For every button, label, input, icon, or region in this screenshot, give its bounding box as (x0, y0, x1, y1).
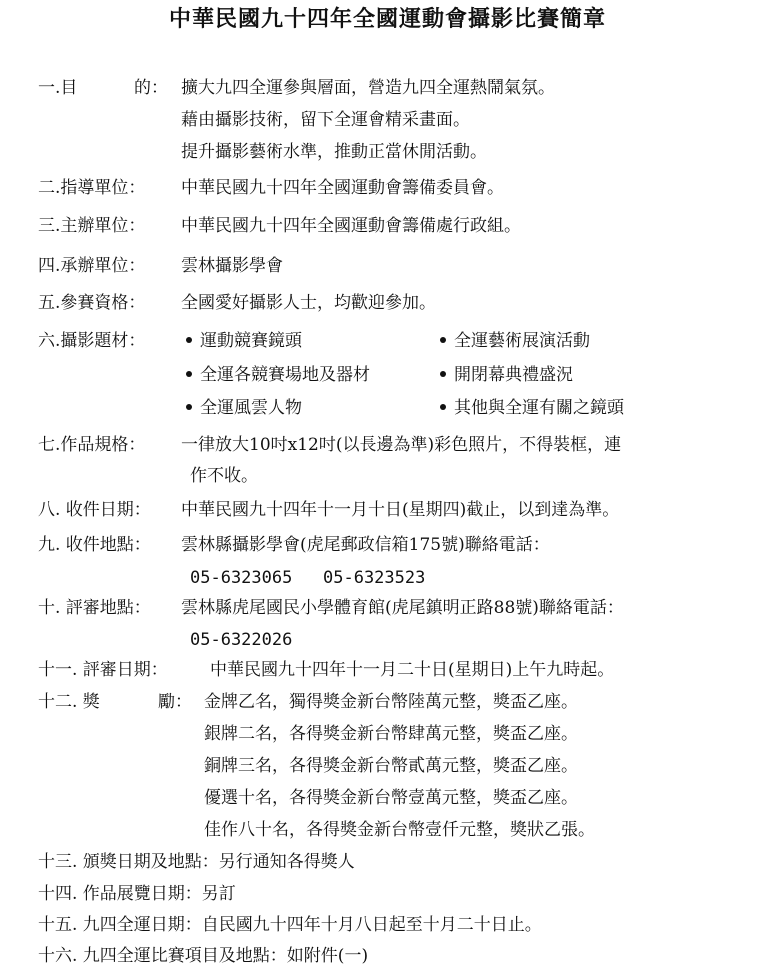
bullet-dot-icon (440, 404, 446, 410)
judging-date-label: 十一. 評審日期： (38, 660, 168, 680)
award-line: 金牌乙名，獨得獎金新台幣陸萬元整，獎盃乙座。 (204, 692, 578, 712)
exhibition-text: 十四. 作品展覽日期：另訂 (38, 884, 236, 904)
games-date-text: 十五. 九四全運日期：自民國九十四年十月八日起至十月二十日止。 (38, 915, 542, 935)
subjects-label: 六.攝影題材： (38, 331, 146, 351)
purpose-line-3: 提升攝影藝術水準，推動正當休閒活動。 (181, 142, 487, 162)
events-text: 十六. 九四全運比賽項目及地點：如附件(一) (38, 946, 369, 966)
address-label: 九. 收件地點： (38, 535, 151, 555)
bullet-dot-icon (440, 371, 446, 377)
spec-line-2: 作不收。 (190, 466, 258, 486)
subject-item: 開閉幕典禮盛況 (440, 363, 573, 387)
eligibility-label: 五.參賽資格： (38, 293, 146, 313)
judging-place-phone: 05-6322026 (190, 630, 293, 650)
award-line: 銅牌三名，各得獎金新台幣貳萬元整，獎盃乙座。 (204, 756, 578, 776)
purpose-line-1: 擴大九四全運參與層面，營造九四全運熱鬧氣氛。 (181, 78, 555, 98)
subject-item: 運動競賽鏡頭 (186, 329, 302, 353)
bullet-dot-icon (440, 337, 446, 343)
deadline-value: 中華民國九十四年十一月十日(星期四)截止，以到達為準。 (181, 500, 620, 520)
awards-label-a: 十二. 獎 (38, 692, 100, 712)
address-phone-2: 05-6323523 (323, 568, 426, 588)
awards-label-b: 勵： (158, 692, 192, 712)
host-label: 三.主辦單位： (38, 216, 146, 236)
guide-value: 中華民國九十四年全國運動會籌備委員會。 (181, 178, 504, 198)
award-line: 優選十名，各得獎金新台幣壹萬元整，獎盃乙座。 (204, 788, 578, 808)
purpose-line-2: 藉由攝影技術，留下全運會精采畫面。 (181, 110, 470, 130)
spec-line-1: 一律放大10吋x12吋(以長邊為準)彩色照片，不得裝框，連 (181, 435, 622, 455)
address-phone-1: 05-6323065 (190, 568, 293, 588)
judging-date-value: 中華民國九十四年十一月二十日(星期日)上午九時起。 (210, 660, 615, 680)
host-value: 中華民國九十四年全國運動會籌備處行政組。 (181, 216, 521, 236)
subject-item: 全運各競賽場地及器材 (186, 363, 370, 387)
bullet-dot-icon (186, 337, 192, 343)
judging-place-value: 雲林縣虎尾國民小學體育館(虎尾鎮明正路88號)聯絡電話： (181, 598, 624, 618)
purpose-label-a: 一.目 (38, 78, 78, 98)
deadline-label: 八. 收件日期： (38, 500, 151, 520)
judging-place-label: 十. 評審地點： (38, 598, 151, 618)
subject-item: 其他與全運有關之鏡頭 (440, 396, 624, 420)
bullet-dot-icon (186, 404, 192, 410)
eligibility-value: 全國愛好攝影人士，均歡迎參加。 (181, 293, 436, 313)
organizer-label: 四.承辦單位： (38, 256, 146, 276)
guide-label: 二.指導單位： (38, 178, 146, 198)
purpose-label-b: 的： (134, 78, 168, 98)
organizer-value: 雲林攝影學會 (181, 256, 283, 276)
address-value: 雲林縣攝影學會(虎尾郵政信箱175號)聯絡電話： (181, 535, 550, 555)
subject-item: 全運藝術展演活動 (440, 329, 590, 353)
award-line: 佳作八十名，各得獎金新台幣壹仟元整，獎狀乙張。 (204, 820, 595, 840)
ceremony-text: 十三. 頒獎日期及地點：另行通知各得獎人 (38, 852, 355, 872)
spec-label: 七.作品規格： (38, 435, 146, 455)
award-line: 銀牌二名，各得獎金新台幣肆萬元整，獎盃乙座。 (204, 724, 578, 744)
subject-item: 全運風雲人物 (186, 396, 302, 420)
document-title: 中華民國九十四年全國運動會攝影比賽簡章 (168, 6, 606, 32)
bullet-dot-icon (186, 371, 192, 377)
